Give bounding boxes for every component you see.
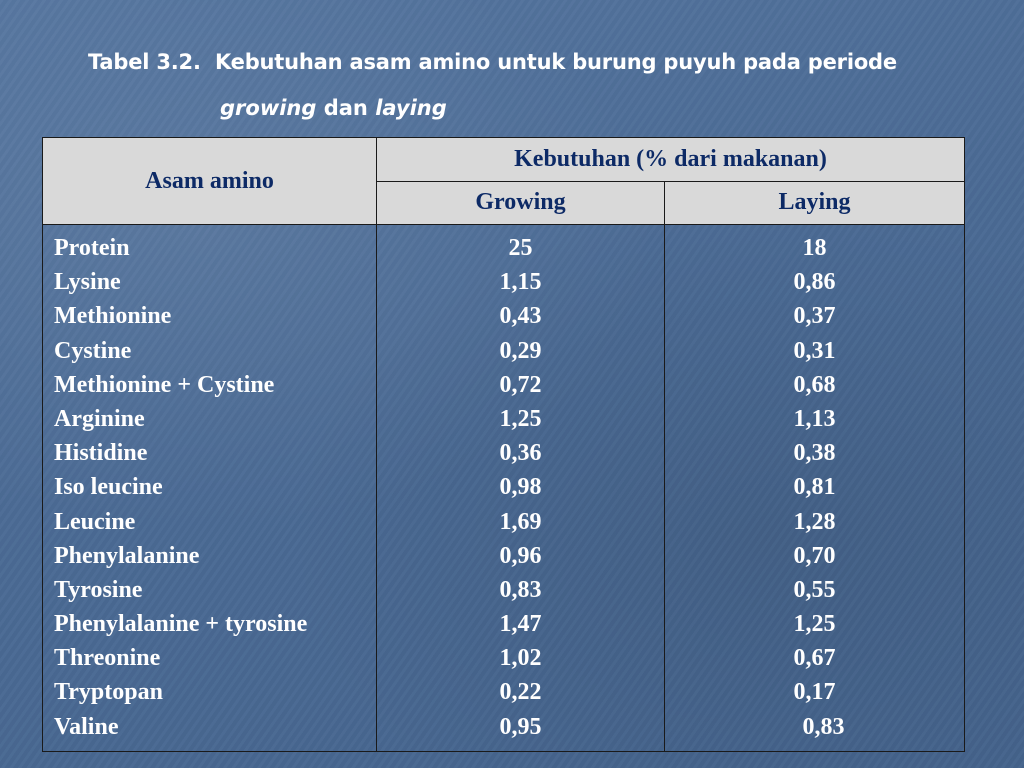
amino-name-cell: Leucine	[54, 508, 136, 535]
amino-name-cell: Methionine	[54, 303, 172, 330]
amino-name-cell: Threonine	[54, 645, 161, 672]
laying-value-cell: 0,70	[793, 542, 836, 569]
laying-value-column	[665, 225, 965, 752]
growing-value-cell: 0,72	[499, 371, 542, 398]
amino-name-list	[43, 233, 376, 746]
amino-name-cell: Lysine	[54, 269, 121, 296]
laying-value-cell: 0,86	[793, 269, 836, 296]
laying-value-cell: 1,13	[793, 405, 836, 432]
title-laying-word: laying	[375, 96, 447, 120]
amino-name-cell: Histidine	[54, 440, 148, 467]
title-dan-word: dan	[316, 96, 376, 120]
slide-title	[0, 0, 1024, 130]
laying-value-cell: 0,31	[793, 337, 836, 364]
growing-value-cell: 1,47	[499, 611, 542, 638]
title-growing-word: growing	[220, 96, 317, 120]
amino-name-cell: Methionine + Cystine	[54, 371, 275, 398]
laying-value-cell: 1,25	[793, 611, 836, 638]
growing-value-cell: 1,02	[499, 645, 542, 672]
amino-name-cell: Tyrosine	[54, 576, 143, 603]
growing-value-cell: 25	[508, 235, 533, 261]
growing-value-column	[377, 225, 665, 752]
growing-value-cell: 1,69	[499, 508, 542, 535]
growing-value-cell: 0,43	[499, 303, 542, 330]
title-line-2	[220, 96, 447, 120]
laying-value-cell: 1,28	[793, 508, 836, 535]
growing-value-cell: 0,36	[499, 440, 542, 467]
amino-name-cell: Tryptopan	[54, 679, 163, 706]
laying-value-cell: 0,68	[793, 371, 836, 398]
growing-value-cell: 0,22	[499, 679, 542, 706]
amino-name-cell: Iso leucine	[54, 474, 163, 501]
laying-value-cell: 0,17	[793, 679, 836, 706]
amino-name-cell: Cystine	[54, 337, 132, 364]
amino-name-cell: Arginine	[54, 405, 145, 432]
header-asam-amino: Asam amino	[43, 138, 377, 225]
growing-value-cell: 1,25	[499, 405, 542, 432]
laying-value-cell: 0,38	[793, 440, 836, 467]
growing-value-list	[377, 233, 664, 746]
laying-value-list	[665, 233, 964, 746]
amino-acid-table	[42, 137, 965, 752]
growing-value-cell: 0,83	[499, 576, 542, 603]
laying-value-cell: 18	[802, 235, 827, 261]
header-growing: Growing	[377, 181, 665, 225]
amino-name-cell: Protein	[54, 235, 130, 261]
laying-value-cell: 0,83	[802, 713, 845, 740]
amino-name-cell: Phenylalanine	[54, 542, 200, 569]
growing-value-cell: 0,95	[499, 713, 542, 740]
growing-value-cell: 1,15	[499, 269, 542, 296]
laying-value-cell: 0,81	[793, 474, 836, 501]
growing-value-cell: 0,29	[499, 337, 542, 364]
laying-value-cell: 0,37	[793, 303, 836, 330]
growing-value-cell: 0,98	[499, 474, 542, 501]
amino-name-cell: Valine	[54, 713, 119, 740]
growing-value-cell: 0,96	[499, 542, 542, 569]
laying-value-cell: 0,55	[793, 576, 836, 603]
amino-name-cell: Phenylalanine + tyrosine	[54, 611, 308, 638]
table-body-row	[43, 225, 965, 752]
title-line-1: Tabel 3.2. Kebutuhan asam amino untuk burung puyuh pada periode	[88, 50, 897, 74]
amino-name-column	[43, 225, 377, 752]
header-laying: Laying	[665, 181, 965, 225]
header-kebutuhan: Kebutuhan (% dari makanan)	[377, 138, 965, 182]
laying-value-cell: 0,67	[793, 645, 836, 672]
